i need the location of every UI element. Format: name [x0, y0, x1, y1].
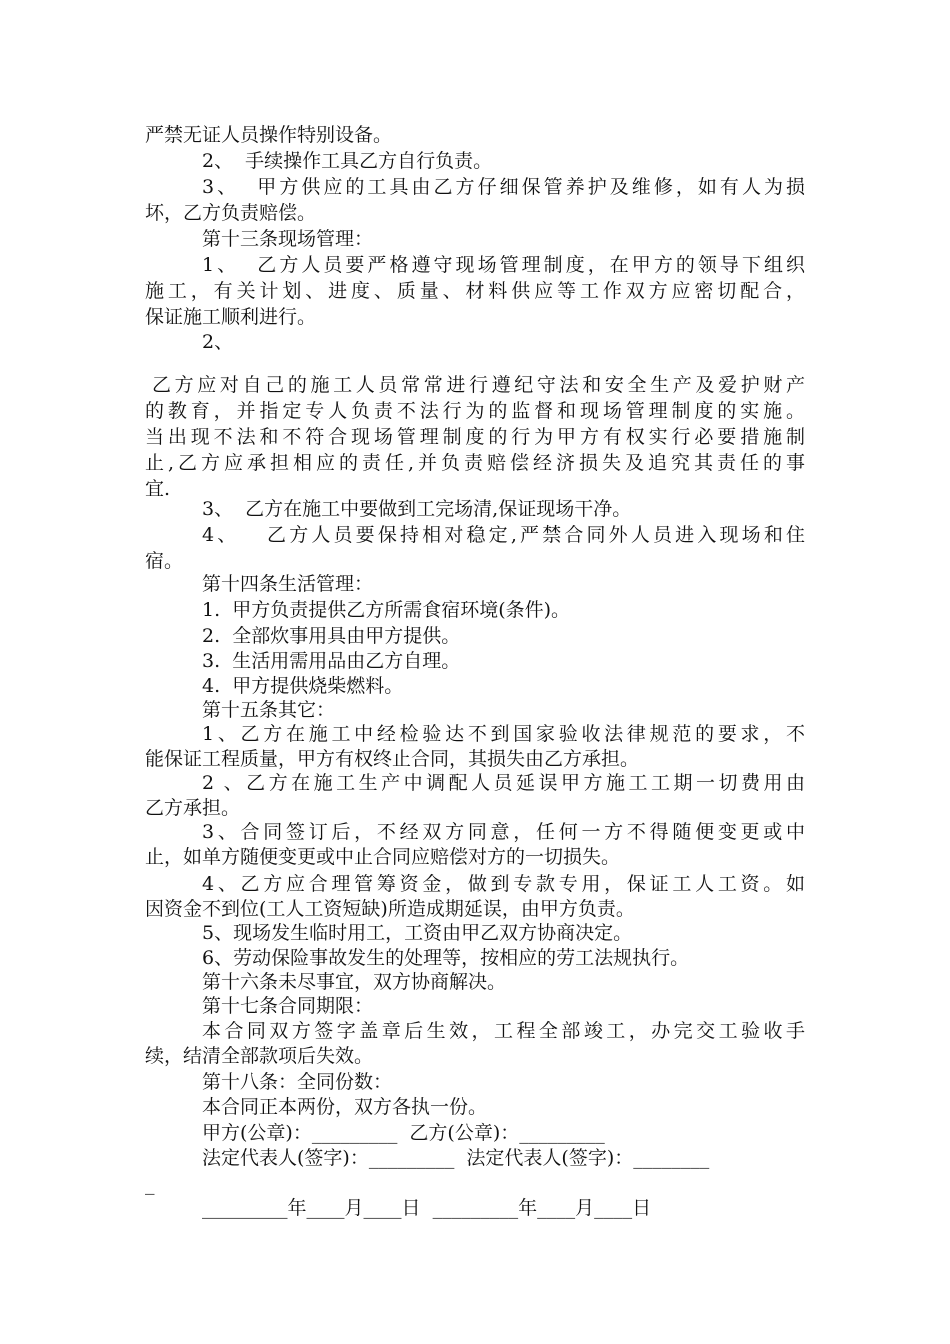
text-line: 宜.: [145, 478, 171, 500]
date-line: _________年____月____日 _________年____月____日: [202, 1197, 652, 1219]
text-line: 3、合同签订后，不经双方同意，任何一方不得随便变更或中: [202, 821, 805, 843]
section-heading: 第十五条其它：: [202, 699, 336, 721]
signature-line-party: 甲方(公章)：_________ 乙方(公章)：_________: [202, 1122, 605, 1144]
text-line: 因资金不到位(工人工资短缺)所造成期延误，由甲方负责。: [145, 898, 635, 920]
text-line: 6、劳动保险事故发生的处理等，按相应的劳工法规执行。: [202, 947, 690, 969]
section-heading: 第十四条生活管理：: [202, 573, 374, 595]
text-line: 严禁无证人员操作特别设备。: [145, 124, 393, 146]
signature-line-representative: 法定代表人(签字)：_________ 法定代表人(签字)：________: [202, 1147, 710, 1169]
text-line: 当出现不法和不符合现场管理制度的行为甲方有权实行必要措施制: [145, 426, 805, 448]
text-line: 2、 手续操作工具乙方自行负责。: [202, 150, 493, 172]
text-line: 本合同双方签字盖章后生效，工程全部竣工，办完交工验收手: [202, 1020, 805, 1042]
text-line: 1、乙方在施工中经检验达不到国家验收法律规范的要求，不: [202, 723, 805, 745]
section-heading: 第十六条未尽事宜，双方协商解决。: [202, 971, 507, 993]
text-line: 乙方应对自己的施工人员常常进行遵纪守法和安全生产及爱护财产: [152, 374, 805, 396]
text-line: 本合同正本两份，双方各执一份。: [202, 1096, 488, 1118]
text-line: 能保证工程质量，甲方有权终止合同，其损失由乙方承担。: [145, 748, 640, 770]
text-line: 续，结清全部款项后失效。: [145, 1045, 374, 1067]
text-line: 3、 乙方在施工中要做到工完场清,保证现场干净。: [202, 498, 632, 520]
text-line: 保证施工顺利进行。: [145, 306, 317, 328]
list-item: 2. 全部炊事用具由甲方提供。: [202, 625, 461, 647]
text-line: 4、 乙方人员要保持相对稳定,严禁合同外人员进入现场和住: [202, 524, 805, 546]
text-line: 宿。: [145, 550, 184, 572]
text-line: 5、现场发生临时用工，工资由甲乙双方协商决定。: [202, 922, 633, 944]
text-line: 止,乙方应承担相应的责任,并负责赔偿经济损失及追究其责任的事: [145, 452, 805, 474]
text-line: 止，如单方随便变更或中止合同应赔偿对方的一切损失。: [145, 846, 621, 868]
text-line: 坏，乙方负责赔偿。: [145, 202, 317, 224]
section-heading: 第十七条合同期限：: [202, 995, 374, 1017]
section-heading: 第十八条：全同份数：: [202, 1071, 393, 1093]
text-line: 3、 甲方供应的工具由乙方仔细保管养护及维修，如有人为损: [202, 176, 805, 198]
section-heading: 第十三条现场管理：: [202, 228, 374, 250]
list-item: 4. 甲方提供烧柴燃料。: [202, 675, 404, 697]
text-line: 4、乙方应合理管筹资金，做到专款专用，保证工人工资。如: [202, 873, 805, 895]
text-line: 的教育，并指定专人负责不法行为的监督和现场管理制度的实施。: [145, 400, 805, 422]
list-item: 1. 甲方负责提供乙方所需食宿环境(条件)。: [202, 599, 571, 621]
text-line: 乙方承担。: [145, 797, 241, 819]
list-item: 3. 生活用需用品由乙方自理。: [202, 650, 461, 672]
text-line: 1、 乙方人员要严格遵守现场管理制度，在甲方的领导下组织: [202, 254, 805, 276]
text-line: 2、: [202, 331, 234, 353]
text-line: _: [145, 1173, 155, 1195]
text-line: 施工，有关计划、进度、质量、材料供应等工作双方应密切配合，: [145, 280, 805, 302]
text-line: 2 、乙方在施工生产中调配人员延误甲方施工工期一切费用由: [202, 772, 805, 794]
